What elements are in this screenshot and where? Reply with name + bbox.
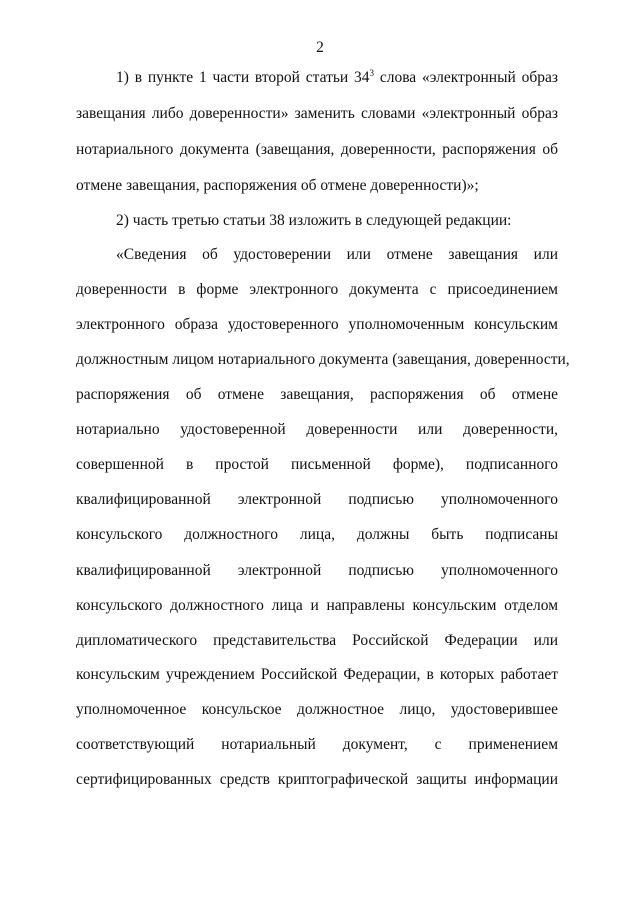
item1-superscript: 3 xyxy=(369,68,375,78)
item1-first-line xyxy=(116,68,558,89)
quote-line: квалифицированной электронной подписью уполномоченного xyxy=(76,562,558,579)
quote-line: электронного образа удостоверенного уполномоченным консульским xyxy=(76,316,558,333)
quote-line: распоряжения об отмене завещания, распоряжения об отмене xyxy=(76,386,558,403)
quote-line: нотариально удостоверенной доверенности или доверенности, xyxy=(76,421,558,438)
quote-line: совершенной в простой письменной форме), подписанного xyxy=(76,456,558,473)
item1-line: отмене завещания, распоряжения об отмене доверенности)»; xyxy=(76,177,479,194)
quote-line: квалифицированной электронной подписью уполномоченного xyxy=(76,491,558,508)
quote-line: должностным лицом нотариального документа (завещания, доверенности, xyxy=(76,351,570,368)
quote-line: дипломатического представительства Российской Федерации или xyxy=(76,632,558,649)
page-number: 2 xyxy=(316,39,324,56)
quote-line: «Сведения об удостоверении или отмене завещания или xyxy=(116,246,558,263)
item2-intro: 2) часть третью статьи 38 изложить в следующей редакции: xyxy=(116,212,512,229)
item1-suffix: слова «электронный образ xyxy=(374,69,558,86)
quote-line: уполномоченное консульское должностное лицо, удостоверившее xyxy=(76,701,558,718)
item1-prefix: 1) в пункте 1 части второй статьи 34 xyxy=(116,69,370,86)
item1-line: завещания либо доверенности» заменить словами «электронный образ xyxy=(76,105,558,122)
quote-line: доверенности в форме электронного документа с присоединением xyxy=(76,281,558,298)
quote-line: консульского должностного лица, должны быть подписаны xyxy=(76,526,558,543)
item1-line: нотариального документа (завещания, доверенности, распоряжения об xyxy=(76,141,558,158)
quote-line: сертифицированных средств криптографической защиты информации xyxy=(76,771,558,788)
quote-line: консульского должностного лица и направлены консульским отделом xyxy=(76,597,558,614)
quote-line: консульским учреждением Российской Федерации, в которых работает xyxy=(76,666,558,683)
quote-line: соответствующий нотариальный документ, с применением xyxy=(76,736,558,753)
